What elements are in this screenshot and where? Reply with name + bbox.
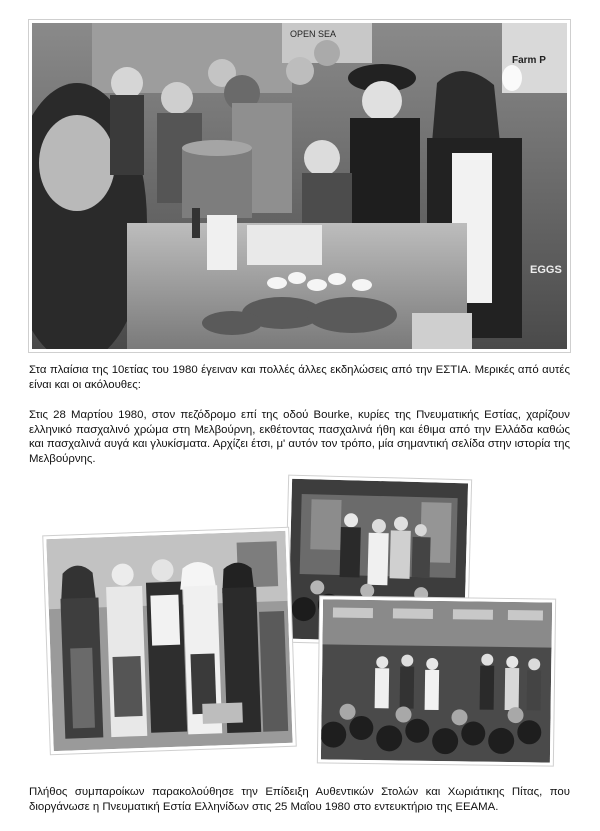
march-event-paragraph — [29, 408, 570, 466]
intro-text: Στα πλαίσια της 10ετίας του 1980 έγειναν και πολλές άλλες εκδηλώσεις από την ΕΣΤΙΑ. Μερικές από αυτές είναι και οι ακόλουθες: — [29, 364, 570, 391]
may-event-text: Πλήθος συμπαροίκων παρακολούθησε την Επίδειξη Αυθεντικών Στολών και Χωριάτικης Πίτας, που διοργάνωσε η Πνευματική Εστία Ελληνίδων στις 25 Μαΐου 1980 στο εντευκτήριο της ΕΕΑΜΑ. — [29, 786, 570, 813]
sign-text-1: OPEN SEA — [290, 29, 337, 39]
photo-costume-group — [43, 528, 295, 754]
photo-hall-audience — [318, 596, 555, 765]
photo-costume-group-image — [46, 531, 292, 751]
intro-paragraph — [29, 363, 570, 392]
photo-easter-display — [29, 20, 570, 352]
march-event-text: Στις 28 Μαρτίου 1980, στον πεζόδρομο επί της οδού Bourke, κυρίες της Πνευματικής Εστίας, χαρίζουν ελληνικό πασχαλινό χρώμα στη Μελβούρνη, εκθέτοντας πασχαλινά ήθη και έθιμα από την Ελλάδα καθώς και πασχαλινά αυγά και γλυκίσματα. Αρχίζει έτσι, μ' αυτόν τον τρόπο, μία σημαντική σελίδα στην ιστορία της Μελβούρνης. — [29, 409, 570, 465]
photo-hall-audience-image — [321, 599, 552, 762]
may-event-paragraph — [29, 785, 570, 814]
photo-easter-display-image — [32, 23, 567, 349]
sign-text-3: EGGS — [530, 264, 562, 276]
sign-text-2: Farm P — [512, 55, 546, 66]
